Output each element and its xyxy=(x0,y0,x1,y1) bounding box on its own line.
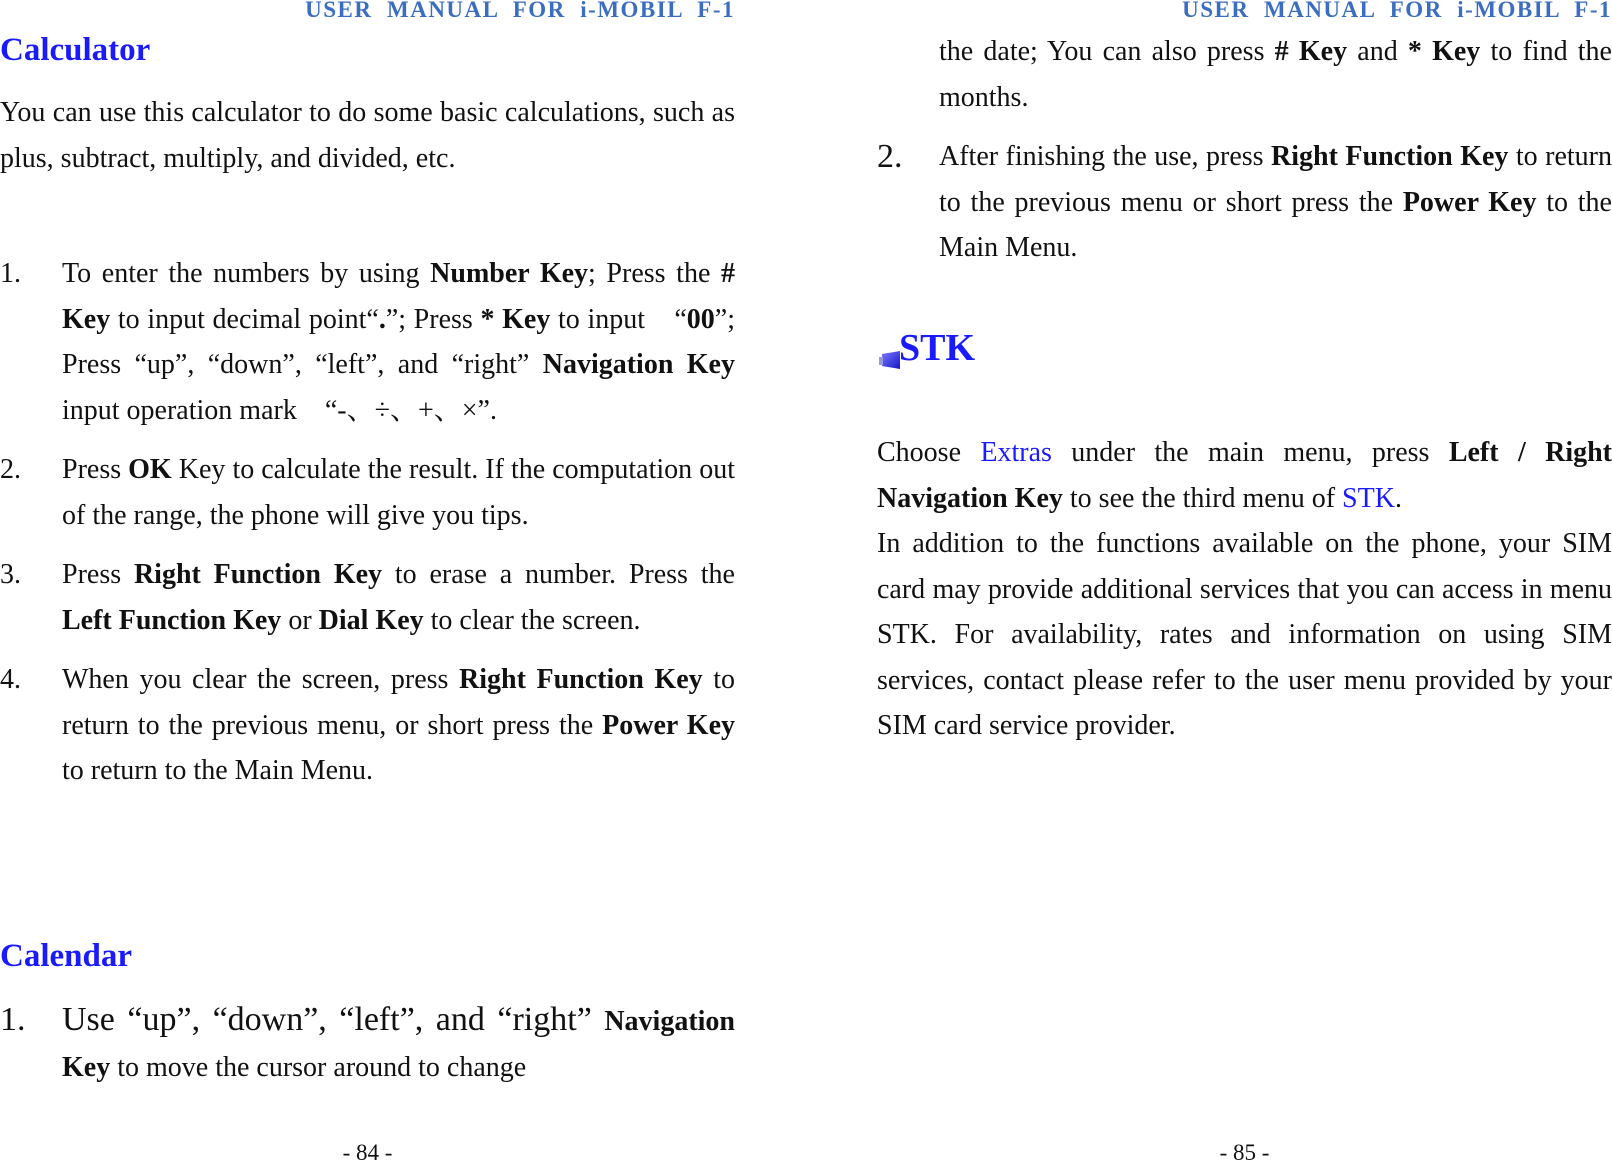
calendar-steps-continued xyxy=(877,29,1612,285)
running-header: USER MANUAL FOR i-MOBIL F-1 xyxy=(1182,0,1612,22)
stk-paragraph-2: In addition to the functions available on the phone, your SIM card may provide additional services that you can access in menu STK. For availability, rates and information on using SIM services, contact please refer to the user menu provided by your SIM card service provider. xyxy=(877,528,1612,741)
stk-link: STK xyxy=(1342,482,1395,514)
calendar-heading: Calendar xyxy=(0,938,132,974)
running-header: USER MANUAL FOR i-MOBIL F-1 xyxy=(305,0,735,22)
calculator-step-1: 1. To enter the numbers by using Number Key; Press the # Key to input decimal point“.”; Press * Key to input “00”; Press “up”, “down”, “left”, and “right” Navigation Key input operation mark “-、÷、+、×”. xyxy=(0,251,735,433)
calculator-intro: You can use this calculator to do some basic calculations, such as plus, subtract, multiply, and divided, etc. xyxy=(0,97,735,174)
right-page xyxy=(877,0,1612,1168)
list-number: 2. xyxy=(0,454,21,485)
calendar-step-1: 1. Use “up”, “down”, “left”, and “right” Navigation Key to move the cursor around to change xyxy=(0,997,735,1090)
stk-heading: STK xyxy=(899,327,976,369)
calendar-step-1-continued: the date; You can also press # Key and * Key to find the months. xyxy=(939,36,1612,113)
stk-paragraph-1: Choose Extras under the main menu, press Left / Right Navigation Key to see the third menu of STK. xyxy=(877,437,1612,514)
extras-link: Extras xyxy=(980,437,1052,468)
calendar-step-2: 2. After finishing the use, press Right Function Key to return to the previous menu or short press the Power Key to the Main Menu. xyxy=(877,134,1612,271)
list-number: 1. xyxy=(0,258,21,289)
list-number: 1. xyxy=(0,1001,26,1038)
page-number: - 85 - xyxy=(1219,1140,1270,1165)
calculator-step-3: 3. Press Right Function Key to erase a number. Press the Left Function Key or Dial Key to clear the screen. xyxy=(0,552,735,643)
left-page xyxy=(0,0,735,1168)
calendar-steps xyxy=(0,997,735,1104)
calculator-step-4: 4. When you clear the screen, press Right Function Key to return to the previous menu, or short press the Power Key to return to the Main Menu. xyxy=(0,657,735,794)
calculator-heading: Calculator xyxy=(0,32,151,68)
stk-body xyxy=(877,430,1612,749)
list-number: 2. xyxy=(877,138,903,175)
list-number: 4. xyxy=(0,664,21,695)
page-number: - 84 - xyxy=(342,1140,393,1165)
calculator-step-2: 2. Press OK Key to calculate the result. If the computation out of the range, the phone will give you tips. xyxy=(0,447,735,538)
list-number: 3. xyxy=(0,559,21,590)
calculator-steps xyxy=(0,251,735,808)
